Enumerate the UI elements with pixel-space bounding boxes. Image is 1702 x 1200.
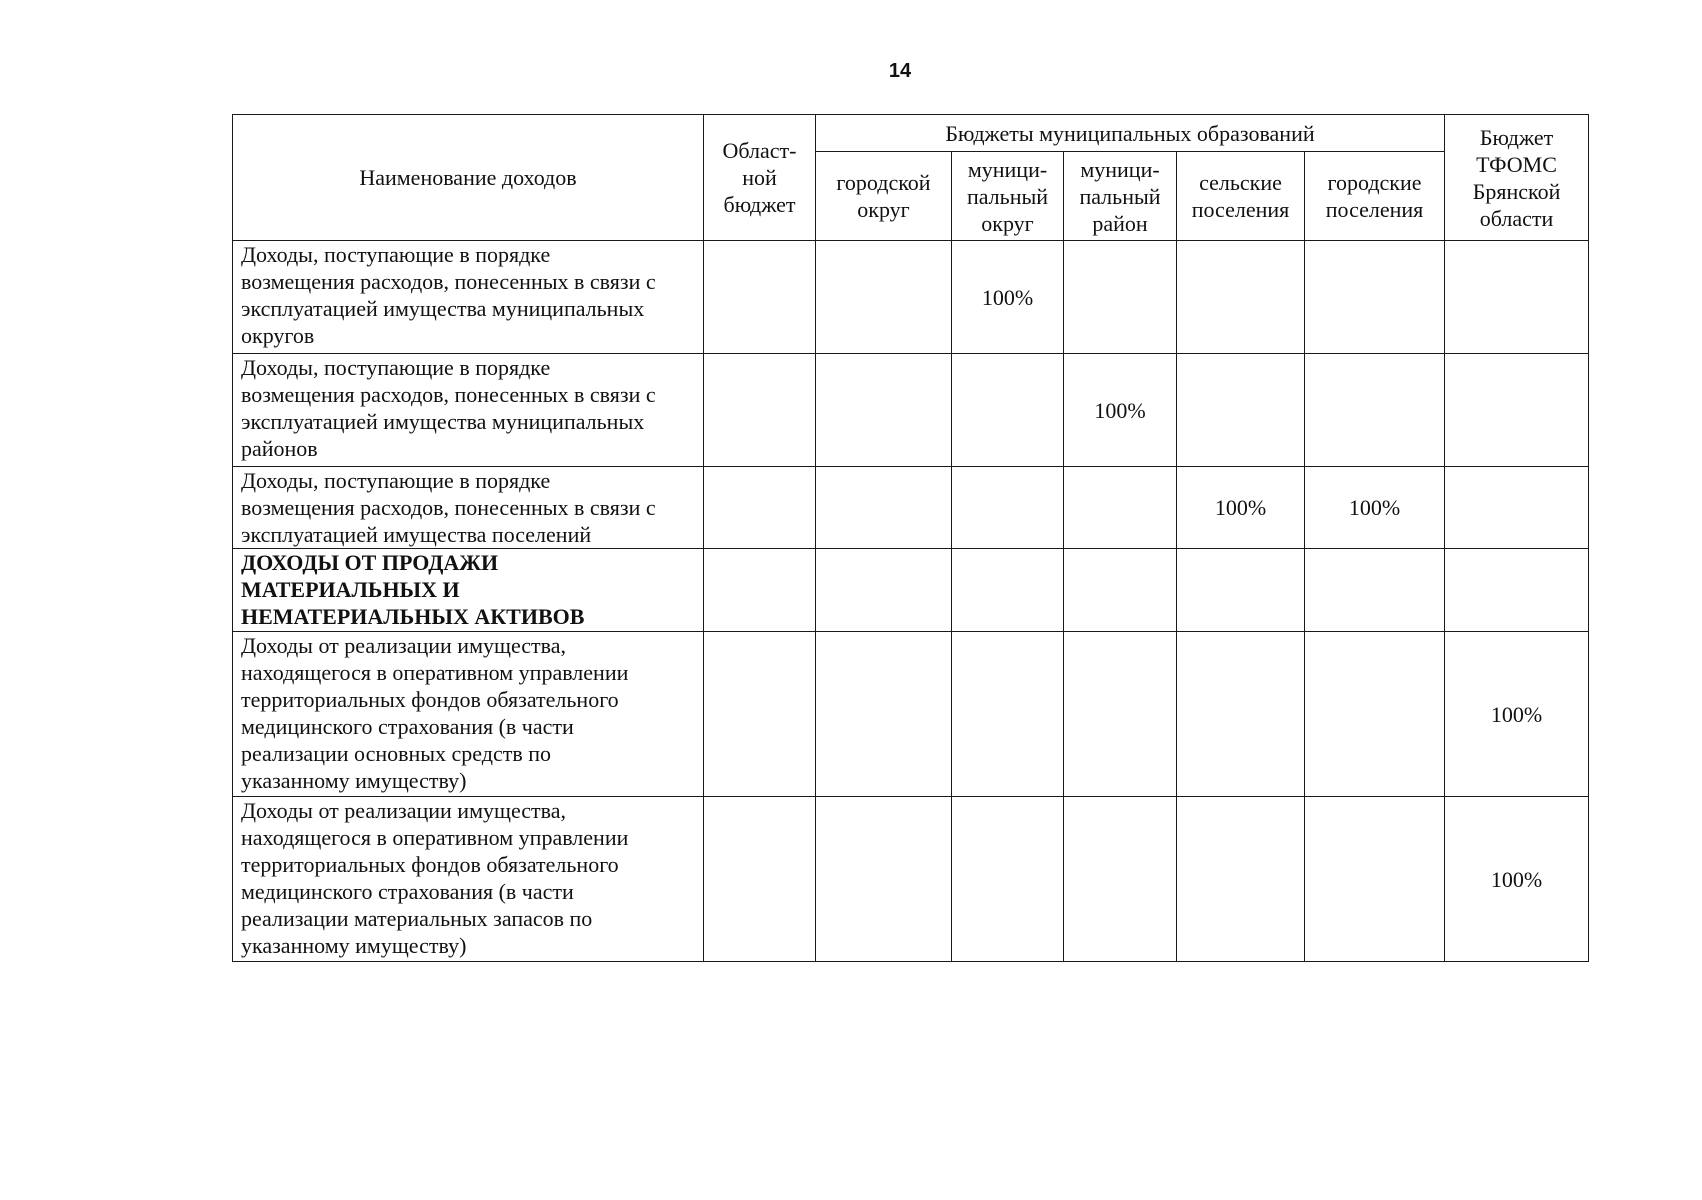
value-cell-city-district (816, 549, 952, 632)
value-cell-tfoms (1445, 549, 1589, 632)
income-name-cell (233, 354, 704, 467)
value-cell-city-district (816, 797, 952, 962)
income-name-cell (233, 797, 704, 962)
header-tfoms-line: Брянской (1472, 178, 1561, 204)
header-line: район (1092, 210, 1148, 236)
header-line: поселения (1325, 197, 1424, 222)
header-line: пальный (966, 183, 1049, 209)
header-line: городской (836, 170, 931, 195)
table-row (233, 241, 1589, 354)
income-name-line: НЕМАТЕРИАЛЬНЫХ АКТИВОВ (241, 604, 585, 629)
header-line: пальный (1079, 183, 1161, 209)
value-cell-municipal-district (952, 467, 1064, 549)
header-regional-line: ной (742, 165, 777, 190)
header-line: округ (981, 210, 1034, 236)
value-cell-tfoms (1445, 354, 1589, 467)
income-name-line: находящегося в оперативном управлении (241, 660, 629, 685)
value-cell-rural-settlements (1177, 241, 1305, 354)
value-cell-regional (704, 797, 816, 962)
header-tfoms-budget (1445, 115, 1589, 241)
revenue-distribution-table (232, 114, 1589, 962)
value-cell-rural-settlements: 100% (1177, 467, 1305, 549)
value-cell-municipal-district (952, 632, 1064, 797)
income-name-line: МАТЕРИАЛЬНЫХ И (241, 577, 460, 602)
header-line: округ (857, 197, 910, 222)
value-cell-municipal-district (952, 354, 1064, 467)
value-cell-municipal-raion (1064, 632, 1177, 797)
income-name-line: Доходы от реализации имущества, (241, 633, 566, 658)
header-urban-settlements (1305, 152, 1445, 241)
value-cell-municipal-raion (1064, 549, 1177, 632)
header-line: поселения (1191, 197, 1290, 222)
value-cell-urban-settlements (1305, 797, 1445, 962)
income-name-line: Доходы, поступающие в порядке (241, 468, 551, 493)
income-name-cell (233, 467, 704, 549)
income-name-line: возмещения расходов, понесенных в связи с (241, 269, 656, 294)
value-cell-municipal-district (952, 549, 1064, 632)
value-cell-urban-settlements: 100% (1305, 467, 1445, 549)
value-cell-tfoms: 100% (1445, 632, 1589, 797)
header-municipal-district (952, 152, 1064, 241)
income-name-line: эксплуатацией имущества поселений (241, 522, 592, 547)
income-name-line: округов (241, 323, 315, 348)
value-cell-rural-settlements (1177, 549, 1305, 632)
value-cell-municipal-raion (1064, 241, 1177, 354)
income-name-cell (233, 549, 704, 632)
income-name-cell (233, 241, 704, 354)
income-name-line: медицинского страхования (в части (241, 714, 574, 739)
income-name-line: находящегося в оперативном управлении (241, 825, 629, 850)
income-name-line: территориальных фондов обязательного (241, 852, 619, 877)
income-name-line: ДОХОДЫ ОТ ПРОДАЖИ (241, 550, 499, 575)
table-row (233, 632, 1589, 797)
table-row (233, 797, 1589, 962)
value-cell-city-district (816, 467, 952, 549)
value-cell-urban-settlements (1305, 549, 1445, 632)
value-cell-rural-settlements (1177, 632, 1305, 797)
header-regional-line: бюджет (723, 192, 796, 217)
value-cell-municipal-raion (1064, 797, 1177, 962)
value-cell-tfoms (1445, 241, 1589, 354)
header-regional-budget (704, 115, 816, 241)
income-name-line: реализации материальных запасов по (241, 906, 593, 931)
header-city-district (816, 152, 952, 241)
header-tfoms-line: ТФОМС (1476, 151, 1557, 177)
value-cell-rural-settlements (1177, 797, 1305, 962)
income-name-line: территориальных фондов обязательного (241, 687, 619, 712)
value-cell-regional (704, 467, 816, 549)
value-cell-tfoms: 100% (1445, 797, 1589, 962)
header-line: сельские (1199, 170, 1282, 195)
income-name-line: медицинского страхования (в части (241, 879, 574, 904)
table-body (233, 241, 1589, 962)
income-name-line: указанному имуществу) (241, 933, 467, 958)
value-cell-regional (704, 549, 816, 632)
value-cell-tfoms (1445, 467, 1589, 549)
value-cell-regional (704, 241, 816, 354)
income-name-line: Доходы от реализации имущества, (241, 798, 566, 823)
value-cell-urban-settlements (1305, 354, 1445, 467)
income-name-line: эксплуатацией имущества муниципальных (241, 409, 645, 434)
header-tfoms-line: Бюджет (1479, 124, 1554, 150)
header-line: муници- (1080, 156, 1160, 182)
value-cell-regional (704, 632, 816, 797)
header-regional-line: Област- (722, 138, 797, 163)
value-cell-municipal-district (952, 797, 1064, 962)
value-cell-regional (704, 354, 816, 467)
table-row (233, 467, 1589, 549)
income-name-line: Доходы, поступающие в порядке (241, 355, 551, 380)
value-cell-municipal-raion (1064, 467, 1177, 549)
income-name-line: возмещения расходов, понесенных в связи с (241, 382, 656, 407)
value-cell-rural-settlements (1177, 354, 1305, 467)
header-tfoms-line: области (1479, 205, 1554, 231)
value-cell-city-district (816, 241, 952, 354)
income-name-line: районов (241, 436, 318, 461)
header-income-name: Наименование доходов (233, 115, 704, 241)
header-rural-settlements (1177, 152, 1305, 241)
value-cell-city-district (816, 632, 952, 797)
income-name-cell (233, 632, 704, 797)
income-name-line: эксплуатацией имущества муниципальных (241, 296, 645, 321)
header-municipal-raion (1064, 152, 1177, 241)
header-municipal-budgets: Бюджеты муниципальных образований (816, 115, 1445, 152)
income-name-line: возмещения расходов, понесенных в связи с (241, 495, 656, 520)
value-cell-urban-settlements (1305, 241, 1445, 354)
income-name-line: указанному имуществу) (241, 768, 467, 793)
table-row (233, 549, 1589, 632)
value-cell-municipal-district: 100% (952, 241, 1064, 354)
header-line: городские (1327, 170, 1422, 195)
value-cell-city-district (816, 354, 952, 467)
income-name-line: реализации основных средств по (241, 741, 552, 766)
value-cell-urban-settlements (1305, 632, 1445, 797)
table-row (233, 354, 1589, 467)
page-number: 14 (888, 60, 912, 82)
income-name-line: Доходы, поступающие в порядке (241, 242, 551, 267)
value-cell-municipal-raion: 100% (1064, 354, 1177, 467)
header-line: муници- (967, 156, 1048, 182)
